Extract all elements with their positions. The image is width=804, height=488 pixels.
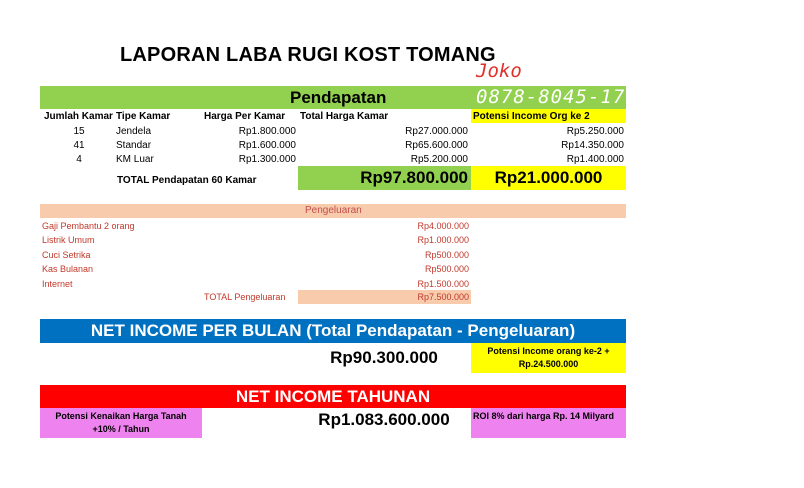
income-section-title: Pendapatan bbox=[290, 88, 387, 107]
row1-price: Rp1.800.000 bbox=[238, 126, 296, 137]
row1-potential: Rp5.250.000 bbox=[566, 126, 624, 137]
expense-total-value: Rp7.500.000 bbox=[417, 292, 469, 302]
monthly-potential-line2: Rp.24.500.000 bbox=[518, 359, 579, 369]
row3-price: Rp1.300.000 bbox=[238, 154, 296, 165]
row2-type: Standar bbox=[116, 140, 152, 151]
income-total-value: Rp97.800.000 bbox=[360, 168, 468, 187]
row1-qty: 15 bbox=[73, 126, 85, 137]
row2-potential: Rp14.350.000 bbox=[561, 140, 624, 151]
monthly-potential-line1: Potensi Income orang ke-2 + bbox=[487, 346, 610, 356]
expense-value: Rp500.000 bbox=[424, 264, 469, 274]
row2-price: Rp1.600.000 bbox=[238, 140, 296, 151]
expense-total-label: TOTAL Pengeluaran bbox=[204, 292, 286, 302]
potential-total-value: Rp21.000.000 bbox=[494, 168, 603, 187]
row3-potential: Rp1.400.000 bbox=[566, 154, 624, 165]
yearly-net-income: Rp1.083.600.000 bbox=[318, 410, 450, 429]
row1-type: Jendela bbox=[116, 126, 152, 137]
header-price: Harga Per Kamar bbox=[204, 111, 286, 122]
expense-value: Rp1.500.000 bbox=[417, 279, 469, 289]
expense-value: Rp4.000.000 bbox=[417, 221, 469, 231]
handwritten-name: Joko bbox=[476, 60, 522, 82]
expense-value: Rp500.000 bbox=[424, 250, 469, 260]
expense-label: Internet bbox=[42, 279, 73, 289]
header-potential: Potensi Income Org ke 2 bbox=[473, 111, 590, 122]
header-type: Tipe Kamar bbox=[116, 111, 171, 122]
roi-note: ROI 8% dari harga Rp. 14 Milyard bbox=[473, 411, 615, 421]
expense-value: Rp1.000.000 bbox=[417, 235, 469, 245]
monthly-net-income: Rp90.300.000 bbox=[330, 348, 438, 367]
row2-qty: 41 bbox=[73, 140, 85, 151]
expense-label: Kas Bulanan bbox=[42, 264, 94, 274]
expense-label: Cuci Setrika bbox=[42, 250, 91, 260]
land-potential-line1: Potensi Kenaikan Harga Tanah bbox=[55, 411, 187, 421]
row1-total: Rp27.000.000 bbox=[405, 126, 468, 137]
income-total-label: TOTAL Pendapatan 60 Kamar bbox=[117, 175, 257, 186]
monthly-title: NET INCOME PER BULAN (Total Pendapatan - Pengeluaran) bbox=[90, 321, 576, 340]
row3-total: Rp5.200.000 bbox=[410, 154, 468, 165]
expense-label: Gaji Pembantu 2 orang bbox=[42, 221, 135, 231]
row3-type: KM Luar bbox=[116, 154, 154, 165]
report-title: LAPORAN LABA RUGI KOST TOMANG bbox=[120, 44, 496, 66]
row2-total: Rp65.600.000 bbox=[405, 140, 468, 151]
header-qty: Jumlah Kamar bbox=[44, 111, 113, 122]
header-total: Total Harga Kamar bbox=[300, 111, 389, 122]
expense-section-title: Pengeluaran bbox=[305, 205, 362, 216]
row3-qty: 4 bbox=[76, 154, 82, 165]
yearly-title: NET INCOME TAHUNAN bbox=[235, 387, 431, 406]
land-potential-line2: +10% / Tahun bbox=[92, 424, 150, 434]
handwritten-phone: 0878-8045-1777 bbox=[476, 86, 651, 108]
expense-label: Listrik Umum bbox=[42, 235, 95, 245]
